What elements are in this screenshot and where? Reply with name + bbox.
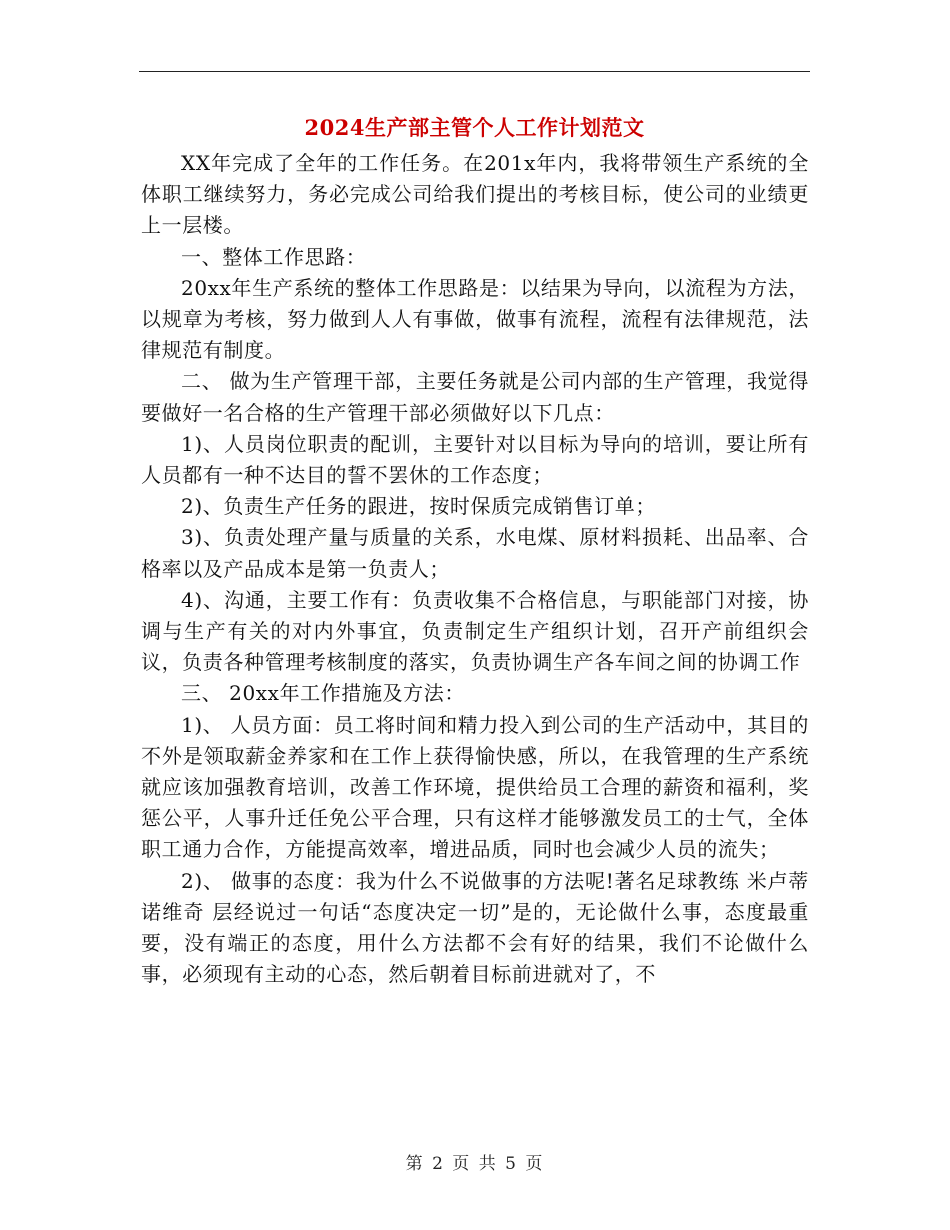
measure-item-1: 1)、 人员方面：员工将时间和精力投入到公司的生产活动中，其目的不外是领取薪金养家和在工作上获得愉快感，所以，在我管理的生产系统就应该加强教育培训，改善工作环境，提供给员工合理的薪资和福利，奖惩公平，人事升迁任免公平合理，只有这样才能够激发员工的士气，全体职工通力合作，方能提高效率，增进品质，同时也会减少人员的流失； [141, 712, 809, 862]
section-heading-1: 一、整体工作思路： [181, 244, 367, 269]
section-heading-3: 三、 20xx年工作措施及方法： [181, 681, 465, 706]
section-heading-2: 二、 做为生产管理干部，主要任务就是公司内部的生产管理，我觉得要做好一名合格的生产管理干部必须做好以下几点： [141, 369, 809, 425]
paragraph-intro: XX年完成了全年的工作任务。在201x年内，我将带领生产系统的全体职工继续努力，务必完成公司给我们提出的考核目标，使公司的业绩更上一层楼。 [141, 151, 809, 238]
paragraph-overall-approach: 20xx年生产系统的整体工作思路是：以结果为导向，以流程为方法，以规章为考核，努力做到人人有事做，做事有流程，流程有法律规范，法律规范有制度。 [141, 275, 809, 363]
document-body [141, 148, 809, 990]
measure-item-2: 2)、 做事的态度：我为什么不说做事的方法呢!著名足球教练 米卢蒂诺维奇 层经说过一句话“态度决定一切”是的，无论做什么事，态度最重要，没有端正的态度，用什么方法都不会有好的结果，我们不论做什么事，必须现有主动的心态，然后朝着目标前进就对了，不 [141, 868, 809, 987]
list-item-1: 1)、人员岗位职责的配训，主要针对以目标为导向的培训，要让所有人员都有一种不达目的誓不罢休的工作态度； [141, 431, 809, 488]
list-item-4: 4)、沟通，主要工作有：负责收集不合格信息，与职能部门对接，协调与生产有关的对内外事宜，负责制定生产组织计划，召开产前组织会议，负责各种管理考核制度的落实，负责协调生产各车间之间的协调工作 [141, 587, 809, 675]
list-item-2: 2)、负责生产任务的跟进，按时保质完成销售订单； [181, 494, 656, 519]
page-number: 第 2 页 共 5 页 [405, 1154, 545, 1174]
list-item-3: 3)、负责处理产量与质量的关系，水电煤、原材料损耗、出品率、合格率以及产品成本是第一负责人； [141, 525, 809, 581]
header-rule [139, 71, 810, 72]
document-title: 2024生产部主管个人工作计划范文 [304, 115, 645, 140]
